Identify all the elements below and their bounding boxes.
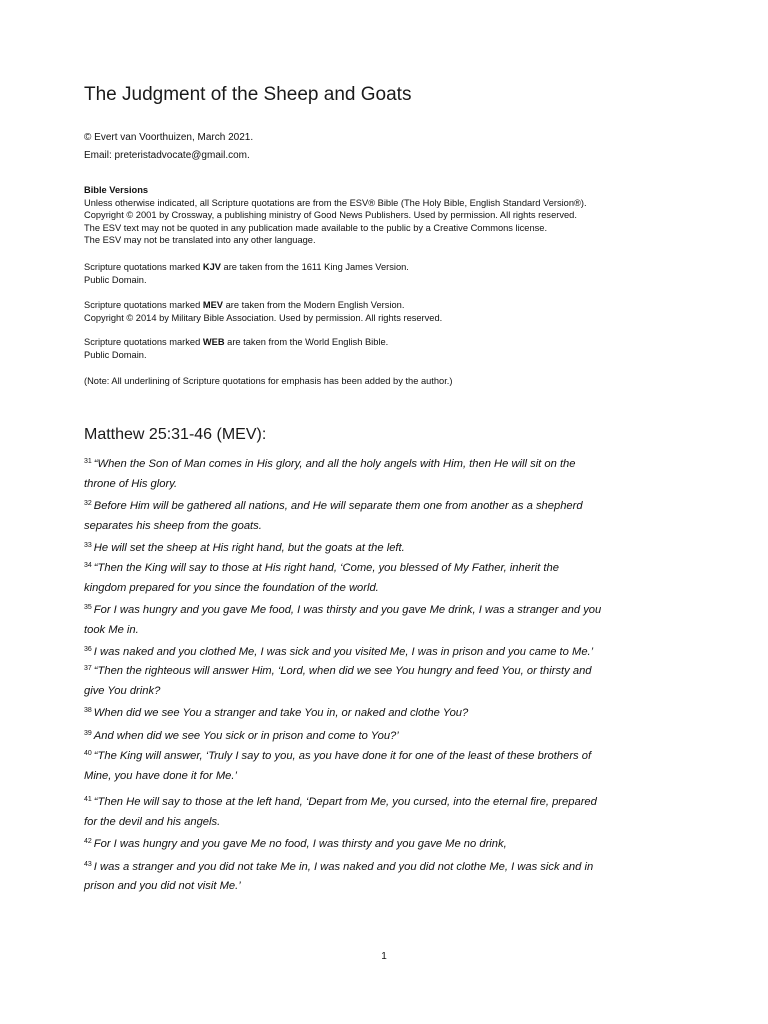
verse-number: 43 (84, 860, 92, 868)
web-suffix: are taken from the World English Bible. (224, 337, 389, 347)
bible-versions-heading: Bible Versions (84, 185, 149, 195)
page-number: 1 (381, 951, 387, 962)
verse-text: Before Him will be gathered all nations, and He will separate them one from another as a shepherd (93, 500, 583, 512)
verse-32-line2: separates his sheep from the goats. (84, 519, 262, 532)
verse-group-31-33 (84, 452, 644, 559)
mev-tag: MEV (202, 300, 224, 310)
verse-text: “Then the King will say to those at His right hand, ‘Come, you blessed of My Father, inherit the (93, 562, 559, 574)
bible-versions-section (84, 184, 587, 247)
verse-37-line2: give You drink? (84, 684, 161, 697)
mev-notice (84, 299, 442, 324)
verse-group-34-36 (84, 556, 644, 663)
verse-text: And when did we see You sick or in prison and come to You?’ (93, 729, 399, 742)
kjv-tag: KJV (202, 262, 221, 272)
verse-43-line1 (84, 855, 644, 878)
verse-32-line1 (84, 494, 644, 517)
verse-text: “Then He will say to those at the left hand, ‘Depart from Me, you cursed, into the eternal fire, prepared (93, 796, 597, 808)
verse-31-line1 (84, 452, 644, 475)
verse-number: 37 (84, 665, 92, 672)
esv-notice-line: Copyright © 2001 by Crossway, a publishing ministry of Good News Publishers. Used by permission. All rights reserved. (84, 210, 577, 221)
verse-group-37-39 (84, 659, 644, 746)
verse-number: 40 (84, 750, 92, 757)
verse-number: 32 (84, 500, 92, 507)
mev-suffix: are taken from the Modern English Version. (223, 300, 405, 310)
verse-41-line2: for the devil and his angels. (84, 815, 221, 828)
esv-notice-line: The ESV text may not be quoted in any publication made available to the public by a Creative Commons license. (84, 222, 548, 233)
web-prefix: Scripture quotations marked (84, 337, 203, 347)
verse-38-line1 (84, 701, 644, 724)
passage-heading: Matthew 25:31-46 (MEV): (84, 426, 267, 443)
email-line: Email: preteristadvocate@gmail.com. (84, 150, 250, 161)
verse-number: 31 (84, 458, 92, 465)
verse-40-line1 (84, 744, 644, 767)
verse-41-line1 (84, 790, 644, 813)
verse-37-line1 (84, 659, 644, 682)
verse-number: 33 (84, 542, 92, 549)
verse-number: 35 (84, 604, 92, 611)
kjv-notice (84, 261, 409, 286)
verse-text: For I was hungry and you gave Me food, I was thirsty and you gave Me drink, I was a stranger and you (93, 604, 602, 616)
verse-text: When did we see You a stranger and take You in, or naked and clothe You? (93, 707, 469, 719)
verse-number: 36 (84, 646, 92, 653)
verse-text: I was a stranger and you did not take Me in, I was naked and you did not clothe Me, I was sick and in (93, 860, 594, 873)
kjv-suffix: are taken from the 1611 King James Version. (220, 262, 409, 272)
web-tag: WEB (202, 337, 225, 347)
verse-34-line1 (84, 556, 644, 579)
verse-35-line2: took Me in. (84, 623, 139, 636)
kjv-prefix: Scripture quotations marked (84, 262, 203, 272)
verse-text: “The King will answer, ‘Truly I say to you, as you have done it for one of the least of these brothers of (93, 750, 592, 762)
web-notice (84, 336, 388, 361)
verse-40-line2: Mine, you have done it for Me.’ (84, 769, 237, 782)
mev-prefix: Scripture quotations marked (84, 300, 203, 310)
verse-35-line1 (84, 598, 644, 621)
verse-group-41-43 (84, 790, 644, 897)
verse-39-line1 (84, 724, 644, 747)
web-line2: Public Domain. (84, 349, 147, 360)
verse-number: 42 (84, 838, 92, 845)
underlining-note: (Note: All underlining of Scripture quotations for emphasis has been added by the author.) (84, 376, 453, 386)
verse-text: For I was hungry and you gave Me no food, I was thirsty and you gave Me no drink, (93, 838, 507, 850)
copyright-line: © Evert van Voorthuizen, March 2021. (84, 132, 254, 143)
verse-43-line2: prison and you did not visit Me.’ (84, 880, 241, 892)
verse-number: 41 (84, 796, 92, 803)
verse-number: 39 (84, 729, 92, 737)
verse-text: I was naked and you clothed Me, I was sick and you visited Me, I was in prison and you came to Me.’ (93, 646, 594, 658)
verse-group-40 (84, 744, 644, 786)
mev-line2: Copyright © 2014 by Military Bible Association. Used by permission. All rights reserved. (84, 312, 443, 323)
verse-31-line2: throne of His glory. (84, 477, 178, 490)
verse-text: “When the Son of Man comes in His glory, and all the holy angels with Him, then He will sit on the (93, 458, 576, 470)
verse-text: He will set the sheep at His right hand, but the goats at the left. (93, 542, 405, 554)
verse-34-line2: kingdom prepared for you since the foundation of the world. (84, 581, 379, 594)
verse-text: “Then the righteous will answer Him, ‘Lord, when did we see You hungry and feed You, or thirsty and (93, 665, 592, 677)
document-title: The Judgment of the Sheep and Goats (84, 84, 412, 105)
esv-notice-line: The ESV may not be translated into any other language. (84, 235, 316, 246)
verse-number: 34 (84, 562, 92, 569)
kjv-line2: Public Domain. (84, 274, 147, 285)
verse-42-line1 (84, 832, 644, 855)
esv-notice-line: Unless otherwise indicated, all Scripture quotations are from the ESV® Bible (The Holy Bible, English Standard Version®). (84, 197, 587, 208)
verse-number: 38 (84, 707, 92, 714)
